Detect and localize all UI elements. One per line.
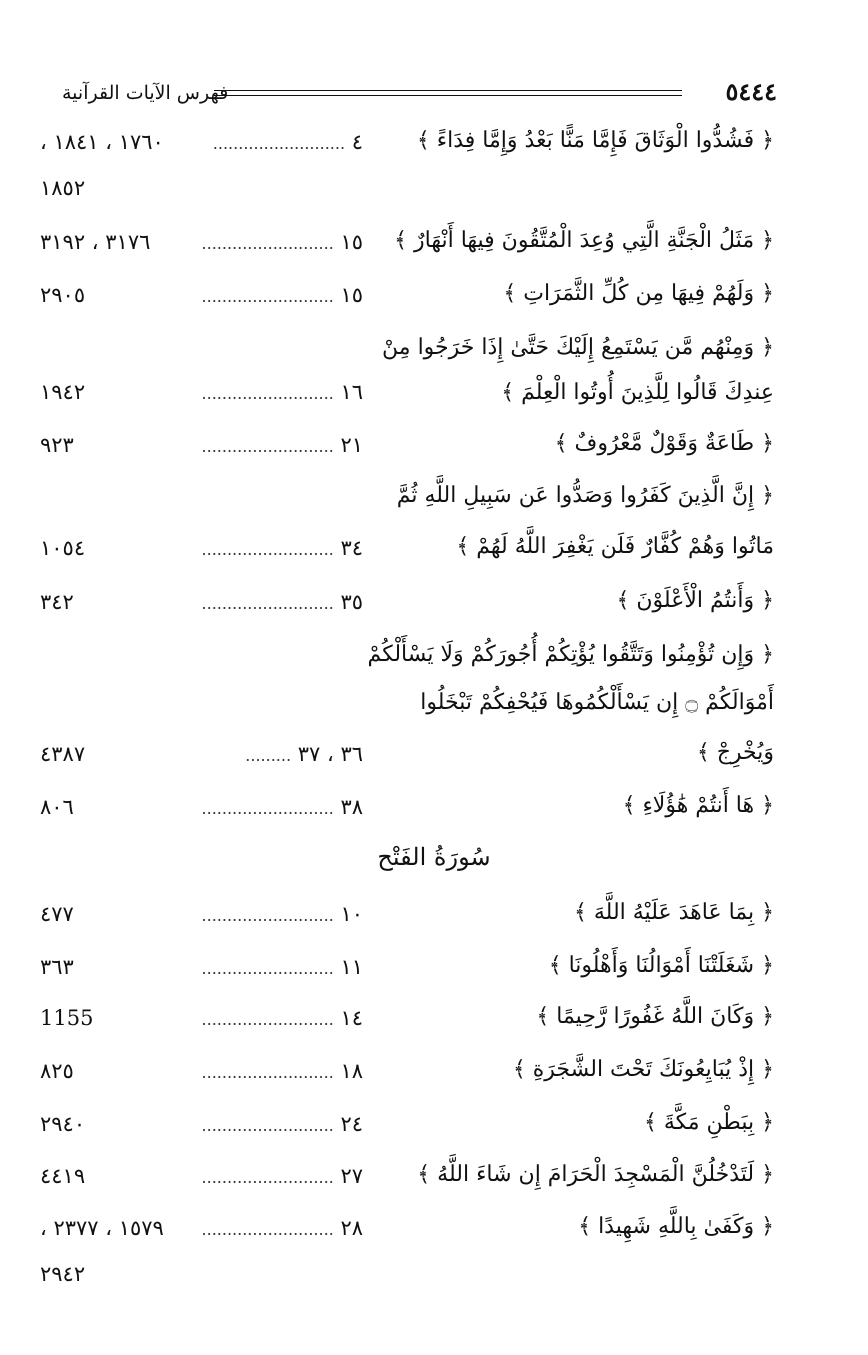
page-refs: ٣٤٢ — [40, 590, 74, 614]
verse-line: ﴿ وَمِنْهُم مَّن يَسْتَمِعُ إِلَيْكَ حَتَّىٰ إِذَا خَرَجُوا مِنْ — [382, 335, 774, 360]
leader-dots: .......................... — [201, 234, 334, 253]
verse-line: ﴿ طَاعَةٌ وَقَوْلٌ مَّعْرُوفٌ ﴾ — [554, 431, 774, 456]
ayah-number: ٣٦ ، ٣٧ — [297, 742, 363, 766]
ayah-number: ٢١ — [340, 433, 363, 457]
verse-line: ﴿ وَلَهُمْ فِيهَا مِن كُلِّ الثَّمَرَاتِ ﴾ — [503, 281, 774, 306]
verse-line: ﴿ فَشُدُّوا الْوَثَاقَ فَإِمَّا مَنًّا بَعْدُ وَإِمَّا فِدَاءً ﴾ — [416, 128, 774, 153]
page-refs-cont: ١٨٥٢ — [40, 176, 86, 200]
ayah-number: ١٥ — [340, 283, 363, 307]
verse-line: ﴿ بِمَا عَاهَدَ عَلَيْهُ اللَّهَ ﴾ — [573, 900, 774, 925]
verse-line: ﴿ شَغَلَتْنَا أَمْوَالُنَا وَأَهْلُونَا ﴾ — [548, 953, 774, 978]
page-refs: ٨٠٦ — [40, 795, 74, 819]
ayah-ref — [245, 740, 363, 770]
verse-line: ﴿ وَكَانَ اللَّهُ غَفُورًا رَّحِيمًا ﴾ — [536, 1004, 774, 1029]
ayah-number: ١١ — [340, 955, 363, 979]
verse-line: ﴿ مَثَلُ الْجَنَّةِ الَّتِي وُعِدَ الْمُتَّقُونَ فِيهَا أَنْهَارٌ ﴾ — [394, 228, 774, 253]
ayah-number: ١٦ — [340, 380, 363, 404]
page-number: ٥٤٤٤ — [725, 77, 777, 106]
ayah-number: ١٨ — [340, 1059, 363, 1083]
running-title: فهرس الآيات القرآنية — [62, 82, 229, 104]
ayah-number: ١٤ — [340, 1006, 363, 1030]
leader-dots: .......................... — [201, 906, 334, 925]
page-refs: ٤٤١٩ — [40, 1164, 86, 1188]
verse-line: ﴿ إِذْ يُبَايِعُونَكَ تَحْتَ الشَّجَرَةِ ﴾ — [512, 1057, 774, 1082]
page-refs: ٣١٧٦ ، ٣١٩٢ — [40, 230, 151, 254]
page-refs: ٩٢٣ — [40, 433, 74, 457]
page-refs-cont: ٢٩٤٢ — [40, 1262, 86, 1286]
verse-line: ﴿ لَتَدْخُلُنَّ الْمَسْجِدَ الْحَرَامَ إِن شَاءَ اللَّهُ ﴾ — [417, 1162, 774, 1187]
ayah-number: ٢٧ — [340, 1164, 363, 1188]
ayah-number: ٣٥ — [340, 590, 363, 614]
leader-dots: .......................... — [201, 437, 334, 456]
page-refs: ٢٩٠٥ — [40, 283, 86, 307]
page-refs: ١٠٥٤ — [40, 536, 86, 560]
ayah-number: ١٠ — [340, 902, 363, 926]
leader-dots: .......................... — [201, 1220, 334, 1239]
verse-line: ﴿ بِبَطْنِ مَكَّةَ ﴾ — [643, 1110, 774, 1135]
verse-line: ﴿ إِنَّ الَّذِينَ كَفَرُوا وَصَدُّوا عَن سَبِيلِ اللَّهِ ثُمَّ — [396, 483, 774, 508]
leader-dots: .......................... — [201, 799, 334, 818]
verse-line: ﴿ وَكَفَىٰ بِاللَّهِ شَهِيدًا ﴾ — [578, 1214, 774, 1239]
page-refs: ١٩٤٢ — [40, 380, 86, 404]
leader-dots: .......................... — [201, 594, 334, 613]
page-refs: ٤٧٧ — [40, 902, 74, 926]
verse-line: مَاتُوا وَهُمْ كُفَّارٌ فَلَن يَغْفِرَ اللَّهُ لَهُمْ ﴾ — [456, 534, 774, 559]
ayah-number: ٣٤ — [340, 536, 363, 560]
verse-line: ﴿ وَأَنتُمُ الْأَعْلَوْنَ ﴾ — [616, 588, 774, 613]
page-header — [62, 78, 777, 108]
surah-heading: سُورَةُ الفَتْح — [377, 843, 491, 871]
leader-dots: .......................... — [212, 134, 346, 153]
page-refs: ٣٦٣ — [40, 955, 74, 979]
verse-line: أَمْوَالَكُمْ ۝ إِن يَسْأَلْكُمُوهَا فَيُحْفِكُمْ تَبْخَلُوا — [420, 690, 774, 715]
ayah-number: ٤ — [351, 130, 363, 154]
page-refs: ٤٣٨٧ — [40, 742, 86, 766]
page-refs: ٢٩٤٠ — [40, 1112, 86, 1136]
leader-dots: .......................... — [201, 1063, 334, 1082]
verse-line: ﴿ وَإِن تُؤْمِنُوا وَتَتَّقُوا يُؤْتِكُمْ أُجُورَكُمْ وَلَا يَسْأَلْكُمْ — [367, 642, 774, 667]
verse-line: ﴿ هَا أَنتُمْ هَٰؤُلَاءِ ﴾ — [622, 793, 774, 818]
ayah-number: ٢٨ — [340, 1216, 363, 1240]
leader-dots: .......................... — [201, 1168, 334, 1187]
page-refs: 1155 — [40, 1006, 94, 1030]
page-refs: ١٥٧٩ ، ٢٣٧٧ ، — [40, 1216, 164, 1240]
leader-dots: .......................... — [201, 1010, 334, 1029]
verse-line: عِندِكَ قَالُوا لِلَّذِينَ أُوتُوا الْعِلْمَ ﴾ — [501, 380, 774, 405]
page-refs: ١٧٦٠ ، ١٨٤١ ، — [40, 130, 164, 154]
leader-dots: .......................... — [201, 1116, 334, 1135]
page-refs: ٨٢٥ — [40, 1059, 74, 1083]
header-double-rule — [214, 90, 682, 96]
leader-dots: .......................... — [201, 287, 334, 306]
ayah-number: ١٥ — [340, 230, 363, 254]
leader-dots: .......................... — [201, 540, 334, 559]
ayah-number: ٢٤ — [340, 1112, 363, 1136]
ayah-number: ٣٨ — [340, 795, 363, 819]
leader-dots: .......................... — [201, 384, 334, 403]
leader-dots: .......................... — [201, 959, 334, 978]
verse-line: وَيُخْرِجْ ﴾ — [696, 740, 774, 765]
leader-dots: ......... — [245, 746, 292, 765]
